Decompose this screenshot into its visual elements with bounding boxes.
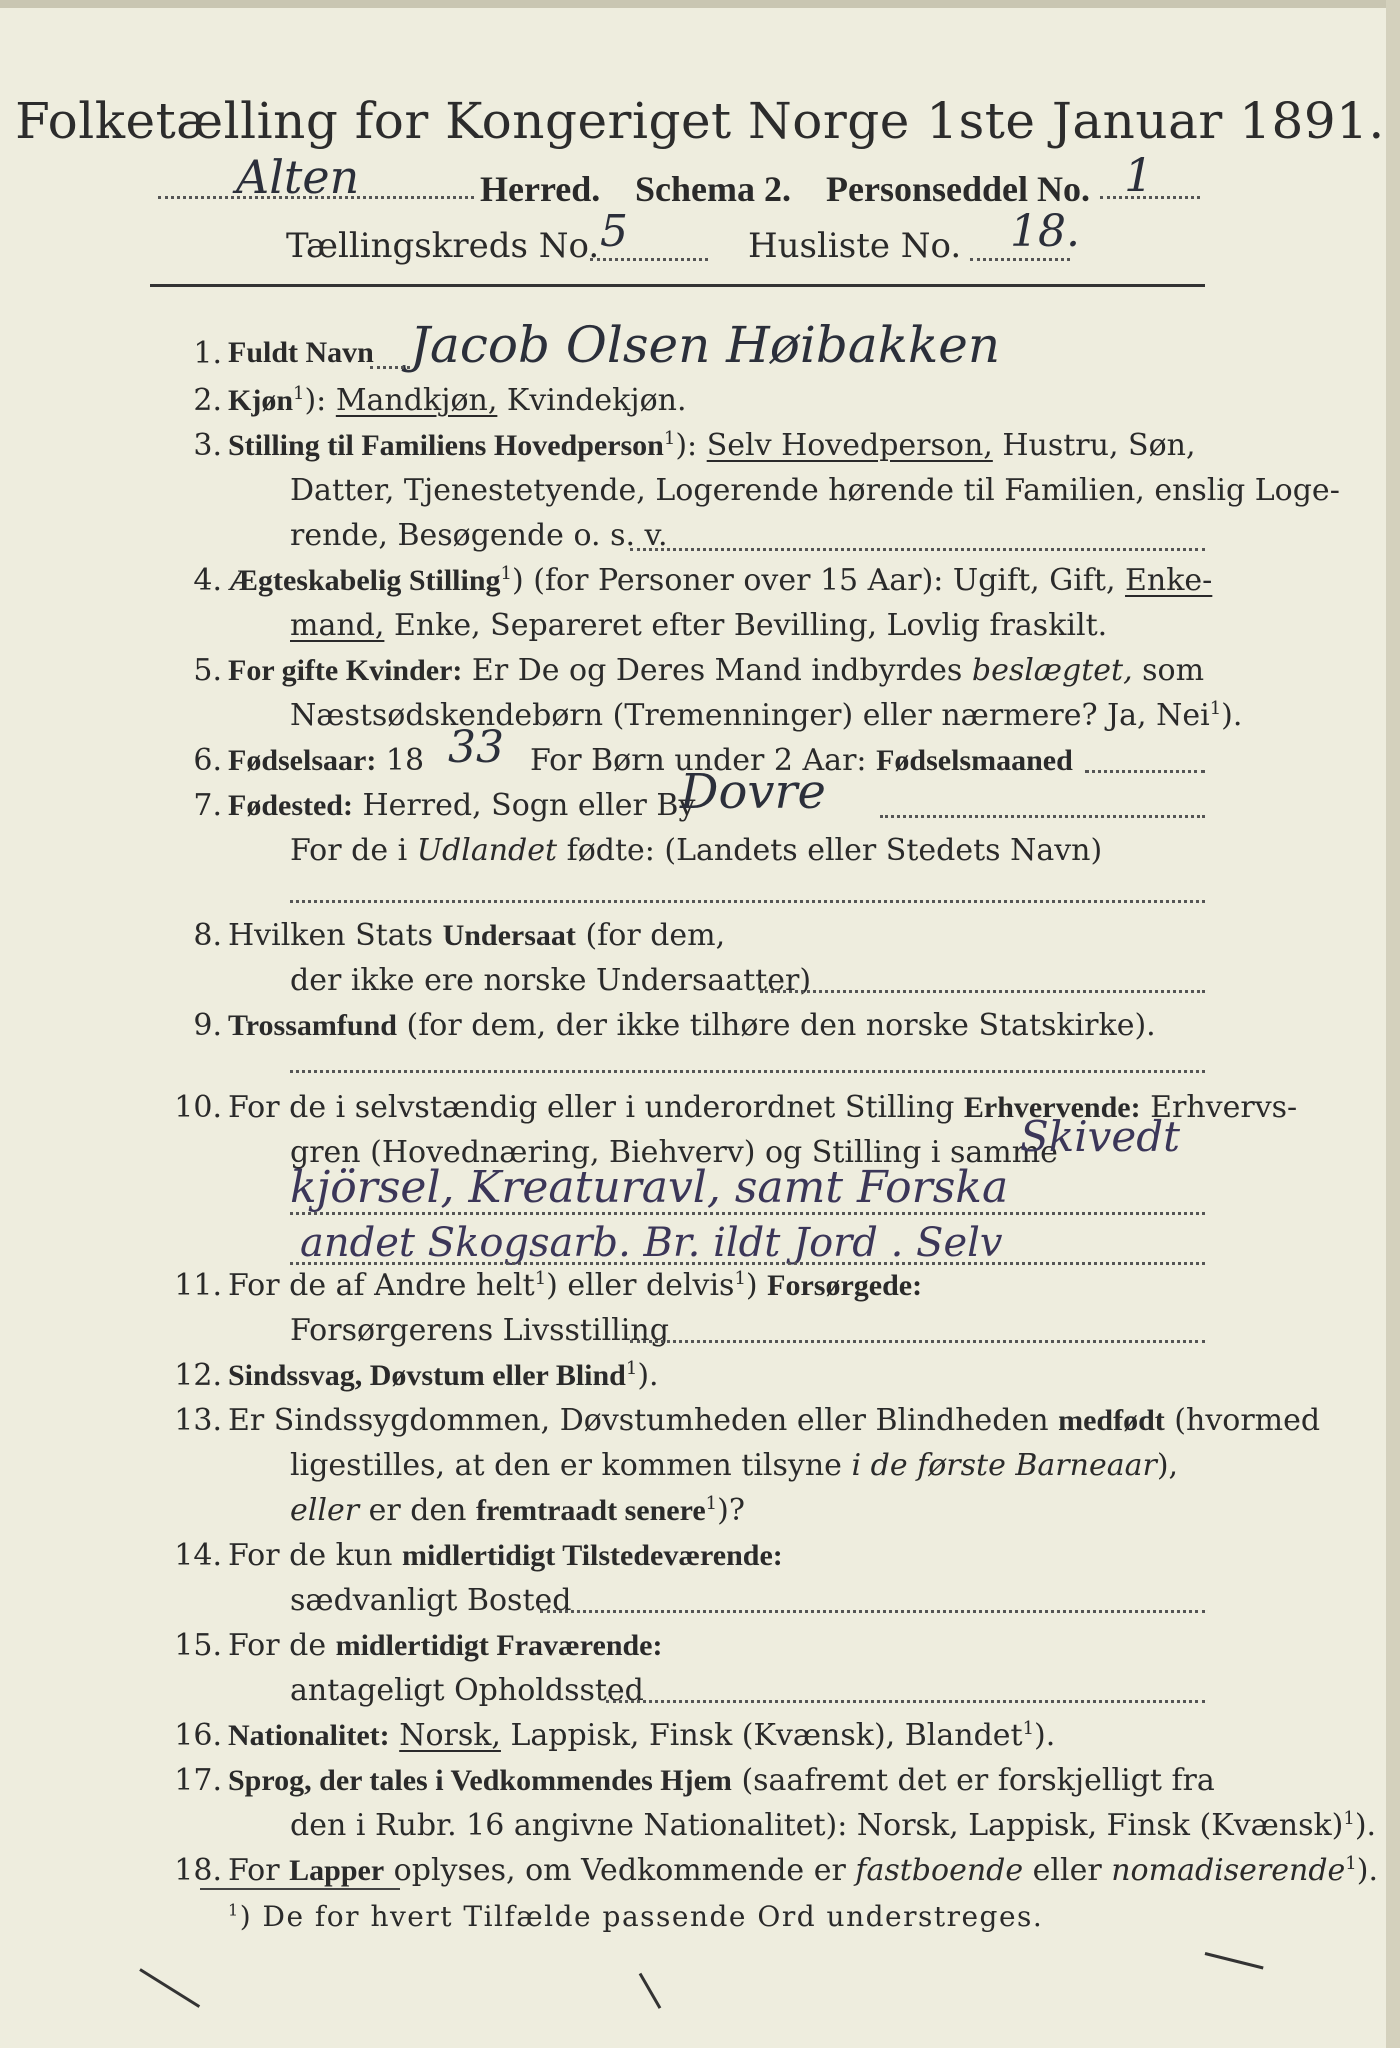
item-4-option-enkemand: Enke- (1125, 563, 1213, 598)
birth-year-value: 33 (448, 722, 504, 773)
item-12-sup: 1 (625, 1358, 638, 1379)
item-15-number: 15. (174, 1628, 222, 1663)
item-3-line-1 (228, 428, 1196, 463)
item-4-rest: ) (for Personer over 15 Aar): Ugift, Gift, (512, 563, 1126, 598)
item-6-label (228, 743, 424, 778)
item-13-line-2a: ligestilles, at den er kommen tilsyne (290, 1448, 852, 1483)
item-18-sup: 1 (1345, 1853, 1357, 1874)
item-6-prefix: 18 (376, 743, 425, 778)
item-4-line-2-rest: Enke, Separeret efter Bevilling, Lovlig fraskilt. (384, 608, 1108, 643)
item-4-label: Ægteskabelig Stilling (228, 564, 501, 597)
item-16-number: 16. (174, 1718, 222, 1753)
occupation-value-line-2: kjörsel, Kreaturavl, samt Forska (290, 1162, 1009, 1213)
item-3-option-selv-hovedperson: Selv Hovedperson, (706, 428, 993, 463)
item-3-dotted-line (630, 548, 1205, 551)
item-11-line-1c: ) (745, 1268, 768, 1303)
husliste-value: 18. (1010, 206, 1080, 257)
item-17-end: ). (1354, 1808, 1377, 1843)
item-6-dotted-line (1085, 770, 1205, 773)
item-18-number: 18. (174, 1853, 222, 1888)
full-name-value: Jacob Olsen Høibakken (410, 316, 1001, 374)
item-12-number: 12. (174, 1358, 222, 1393)
item-4-sup: 1 (500, 563, 512, 584)
item-10-line-2: gren (Hovednæring, Biehverv) og Stilling i samme (290, 1135, 1058, 1170)
item-1-label: Fuldt Navn (228, 336, 374, 369)
personseddel-dotted-line (1100, 196, 1200, 199)
item-13-sup: 1 (705, 1493, 718, 1514)
item-5-number: 5. (193, 653, 222, 688)
item-3-label: Stilling til Familiens Hovedperson (228, 429, 664, 462)
item-18-line-1c: eller (1023, 1853, 1112, 1888)
item-8-line-1a: Hvilken Stats (228, 918, 443, 953)
item-16-end: ). (1034, 1718, 1056, 1753)
item-17-number: 17. (174, 1763, 222, 1798)
item-7-number: 7. (193, 788, 222, 823)
item-2-option-kvindekjon: Kvindekjøn. (497, 383, 687, 418)
item-5-italic: beslægtet, (971, 653, 1133, 688)
item-9-number: 9. (193, 1008, 222, 1043)
item-16-line-1 (228, 1718, 1055, 1753)
item-8-label: Undersaat (442, 919, 576, 952)
item-12-line-1 (228, 1358, 659, 1393)
item-3-sup: 1 (663, 428, 676, 449)
item-14-line-1a: For de kun (228, 1538, 402, 1573)
herred-label: Herred. (480, 169, 601, 209)
item-15-line-1 (228, 1628, 663, 1663)
item-18-line-1 (228, 1853, 1378, 1888)
item-5-sup: 1 (1209, 698, 1222, 719)
item-9-line-1 (228, 1008, 1156, 1043)
item-12-label: Sindssvag, Døvstum eller Blind (228, 1359, 626, 1392)
item-15-label: midlertidigt Fraværende: (335, 1629, 663, 1662)
item-13-label-2: fremtraadt senere (476, 1494, 706, 1527)
kreds-label: Tællingskreds No. (286, 226, 600, 266)
item-2-sup: 1 (293, 383, 305, 404)
item-18-label: Lapper (289, 1854, 385, 1887)
item-13-line-3a: er den (359, 1493, 477, 1528)
item-13-line-2b: ), (1156, 1448, 1179, 1483)
item-6-rest-text: For Børn under 2 Aar: (530, 743, 877, 778)
item-14-label: midlertidigt Tilstedeværende: (401, 1539, 783, 1572)
item-13-line-3b: )? (717, 1493, 745, 1528)
footnote-sup: 1 (228, 1900, 240, 1920)
pen-mark-right (1205, 1952, 1264, 1969)
item-13-label: medfødt (1058, 1404, 1165, 1437)
item-5-end: ). (1221, 698, 1243, 733)
item-2-rest: ): (304, 383, 336, 418)
item-6-label-text: Fødselsaar: (228, 744, 377, 777)
item-11-line-1b: ) eller delvis (546, 1268, 735, 1303)
item-2-label: Kjøn (228, 384, 294, 417)
item-5-line-2-text: Næstsødskendebørn (Tremenninger) eller nærmere? Ja, Nei (290, 698, 1210, 733)
item-11-line-1 (228, 1268, 922, 1303)
item-16-rest: Lappisk, Finsk (Kvænsk), Blandet (500, 1718, 1023, 1753)
paper-edge-top (0, 0, 1400, 8)
item-13-number: 13. (174, 1403, 222, 1438)
footnote-text: ) De for hvert Tilfælde passende Ord understreges. (239, 1900, 1044, 1933)
item-1-dotted-line (370, 366, 410, 369)
item-9-rest: (for dem, der ikke tilhøre den norske Statskirke). (396, 1008, 1156, 1043)
item-5-rest: Er De og Deres Mand indbyrdes (462, 653, 972, 688)
kreds-dotted-line (590, 258, 708, 261)
item-5-rest-2: som (1132, 653, 1205, 688)
item-17-rest: (saafremt det er forskjelligt fra (731, 1763, 1215, 1798)
item-15-dotted-line (606, 1700, 1205, 1703)
item-4-option-enkemand-cont: mand, (290, 608, 385, 643)
item-15-line-1a: For de (228, 1628, 336, 1663)
item-5-line-2 (290, 698, 1242, 733)
item-5-label: For gifte Kvinder: (228, 654, 463, 687)
item-10-label: Erhvervende: (963, 1091, 1141, 1124)
item-16-sup: 1 (1022, 1718, 1035, 1739)
item-18-line-1a: For (228, 1853, 290, 1888)
item-18-italic-1: fastboende (855, 1853, 1024, 1888)
item-3-line-3: rende, Besøgende o. s. v. (290, 518, 668, 553)
item-7-dotted-line (880, 815, 1205, 818)
item-4-number: 4. (193, 563, 222, 598)
item-5-line-1 (228, 653, 1204, 688)
form-title: Folketælling for Kongeriget Norge 1ste Januar 1891. (15, 92, 1385, 150)
item-10-line-1b: Erhvervs- (1140, 1090, 1298, 1125)
item-7-line-2 (290, 833, 1102, 868)
item-18-line-1b: oplyses, om Vedkommende er (384, 1853, 856, 1888)
item-7-line-1 (228, 788, 695, 823)
item-3-number: 3. (193, 428, 222, 463)
item-17-line-2-text: den i Rubr. 16 angivne Nationalitet): Norsk, Lappisk, Finsk (Kvænsk) (290, 1808, 1344, 1843)
item-10-dotted-line-3 (290, 1262, 1205, 1265)
item-13-line-2-italic: i de første Barneaar (851, 1448, 1157, 1483)
item-3-line-2: Datter, Tjenestetyende, Logerende hørende til Familien, enslig Loge- (290, 473, 1340, 508)
item-11-line-2: Forsørgerens Livsstilling (290, 1313, 669, 1348)
item-9-label: Trossamfund (228, 1009, 397, 1042)
item-7-line-2b: fødte: (Landets eller Stedets Navn) (557, 833, 1103, 868)
item-18-end: ). (1356, 1853, 1378, 1888)
item-18-italic-2: nomadiserende (1111, 1853, 1346, 1888)
item-17-label: Sprog, der tales i Vedkommendes Hjem (228, 1764, 732, 1797)
schema-label: Schema 2. (635, 169, 791, 209)
item-7-label: Fødested: (228, 789, 353, 822)
birthplace-value: Dovre (680, 764, 826, 820)
herred-dotted-line (158, 196, 474, 199)
item-13-line-1a: Er Sindssygdommen, Døvstumheden eller Blindheden (228, 1403, 1059, 1438)
footnote (228, 1900, 1043, 1933)
item-13-line-2 (290, 1448, 1178, 1483)
item-7-rest: Herred, Sogn eller By (352, 788, 696, 823)
item-14-line-2: sædvanligt Bosted (290, 1583, 572, 1618)
personseddel-label: Personseddel No. (826, 169, 1090, 209)
item-2-option-mandkjon: Mandkjøn, (335, 383, 498, 418)
item-4-line-1 (228, 563, 1212, 598)
footnote-rule (200, 1888, 400, 1890)
item-6-number: 6. (193, 743, 222, 778)
item-4-line-2 (290, 608, 1107, 643)
item-2-number: 2. (193, 383, 222, 418)
item-3-rest: ): (675, 428, 707, 463)
item-10-number: 10. (174, 1090, 222, 1125)
occupation-value-line-1: Skivedt (1020, 1112, 1181, 1161)
husliste-dotted-line (970, 258, 1070, 261)
item-3-options-rest: Hustru, Søn, (992, 428, 1196, 463)
item-13-line-3-italic: eller (290, 1493, 360, 1528)
item-13-line-3 (290, 1493, 745, 1528)
item-7-line-2a: For de i (290, 833, 417, 868)
item-17-sup: 1 (1343, 1808, 1355, 1829)
item-12-rest: ). (637, 1358, 659, 1393)
item-11-dotted-line (630, 1340, 1205, 1343)
item-8-dotted-line (760, 990, 1205, 993)
item-7-line-2-italic: Udlandet (416, 833, 558, 868)
item-11-label: Forsørgede: (767, 1269, 923, 1302)
item-1-number: 1. (193, 336, 222, 371)
item-8-line-1b: (for dem, (575, 918, 726, 953)
item-7-dotted-line-2 (290, 900, 1205, 903)
item-6-label-2: Fødselsmaaned (876, 744, 1073, 777)
item-8-line-1 (228, 918, 725, 953)
personseddel-value: 1 (1124, 148, 1154, 202)
item-14-number: 14. (174, 1538, 222, 1573)
paper-edge-right (1386, 0, 1400, 2048)
item-2-text (228, 383, 687, 418)
item-16-option-norsk: Norsk, (399, 1718, 501, 1753)
item-11-line-1a: For de af Andre helt (228, 1268, 535, 1303)
header-rule (150, 284, 1205, 287)
occupation-value-line-3: andet Skogsarb. Br. ildt Jord . Selv (300, 1220, 1003, 1266)
item-8-number: 8. (193, 918, 222, 953)
item-8-line-2: der ikke ere norske Undersaatter) (290, 963, 812, 998)
herred-value: Alten (236, 150, 360, 204)
item-14-line-1 (228, 1538, 783, 1573)
item-9-dotted-line (290, 1070, 1205, 1073)
item-14-dotted-line (540, 1610, 1205, 1613)
item-11-number: 11. (174, 1268, 222, 1303)
pen-mark-center (639, 1973, 662, 2009)
item-11-sup-2: 1 (734, 1268, 746, 1289)
item-13-line-1 (228, 1403, 1320, 1438)
item-13-line-1b: (hvormed (1164, 1403, 1321, 1438)
item-10-dotted-line-2 (290, 1212, 1205, 1215)
item-16-label: Nationalitet: (228, 1719, 390, 1752)
pen-mark-left (139, 1968, 200, 2008)
item-17-line-2 (290, 1808, 1376, 1843)
item-15-line-2: antageligt Opholdssted (290, 1673, 644, 1708)
item-11-sup-1: 1 (534, 1268, 547, 1289)
item-10-line-1a: For de i selvstændig eller i underordnet Stilling (228, 1090, 964, 1125)
item-17-line-1 (228, 1763, 1215, 1798)
kreds-value: 5 (600, 206, 628, 257)
husliste-label: Husliste No. (748, 226, 962, 266)
